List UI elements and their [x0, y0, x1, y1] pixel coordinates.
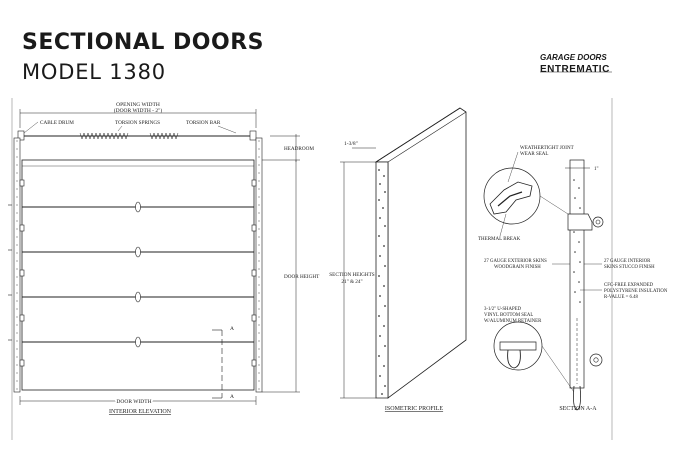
bottom-seal-label-2: VINYL BOTTOM SEAL — [484, 313, 534, 318]
exterior-skin-label-2: WOODGRAIN FINISH — [494, 265, 541, 270]
bottom-seal-label: 3-1/2" U-SHAPED — [484, 307, 522, 312]
interior-elevation — [8, 102, 320, 415]
isometric-profile-caption: ISOMETRIC PROFILE — [384, 406, 444, 412]
insulation-label-2: POLYSTYRENE INSULATION — [604, 289, 668, 294]
interior-elevation-caption: INTERIOR ELEVATION — [108, 409, 172, 415]
insulation-label: CFC-FREE EXPANDED — [604, 283, 653, 288]
section-heights-label: SECTION HEIGHTS — [329, 272, 375, 278]
model-title: MODEL 1380 — [22, 60, 166, 84]
interior-skin-label: 27 GAUGE INTERIOR — [604, 259, 651, 264]
exterior-skin-label: 27 GAUGE EXTERIOR SKINS — [484, 259, 547, 264]
iso-back-face — [376, 108, 466, 398]
torsion-springs-label: TORSION SPRINGS — [115, 120, 161, 126]
brand-logo: ENTREMATIC — [540, 64, 610, 75]
opening-width-note: (DOOR WIDTH - 2") — [113, 108, 163, 114]
iso-edge — [376, 162, 388, 398]
insulation-label-3: R-VALUE = 6.48 — [604, 295, 638, 300]
cable-drum-label: CABLE DRUM — [40, 120, 74, 126]
opening-width-label: OPENING WIDTH — [116, 102, 160, 108]
section-marker-top: A — [230, 326, 234, 332]
door-width-label: DOOR WIDTH — [116, 399, 152, 405]
page-title: SECTIONAL DOORS — [22, 30, 264, 55]
door-outline — [22, 160, 254, 390]
section-heights-values: 21" & 24" — [341, 279, 363, 285]
iso-thickness-label: 1-3/8" — [344, 141, 358, 147]
section-thickness-label: 1" — [594, 167, 599, 172]
door-height-label: DOOR HEIGHT — [284, 274, 320, 280]
headroom-label: HEADROOM — [284, 146, 314, 152]
bottom-seal-label-3: W/ALUMINUM RETAINER — [484, 319, 542, 324]
weatherstrip-label: WEATHERTIGHT JOINT — [520, 146, 574, 151]
section-marker-bottom: A — [230, 394, 234, 400]
right-track — [256, 138, 262, 392]
weatherstrip-label-2: WEAR SEAL — [520, 152, 549, 157]
brand-tagline: GARAGE DOORS — [540, 53, 607, 62]
isometric-profile — [329, 108, 466, 412]
section-a-a — [478, 146, 668, 412]
thermal-break-label: THERMAL BREAK — [478, 237, 521, 242]
interior-skin-label-2: SKINS STUCCO FINISH — [604, 265, 655, 270]
section-caption: SECTION A-A — [559, 406, 597, 412]
torsion-bar-label: TORSION BAR — [186, 120, 221, 126]
left-track — [14, 138, 20, 392]
cable-drum-right — [250, 131, 256, 140]
